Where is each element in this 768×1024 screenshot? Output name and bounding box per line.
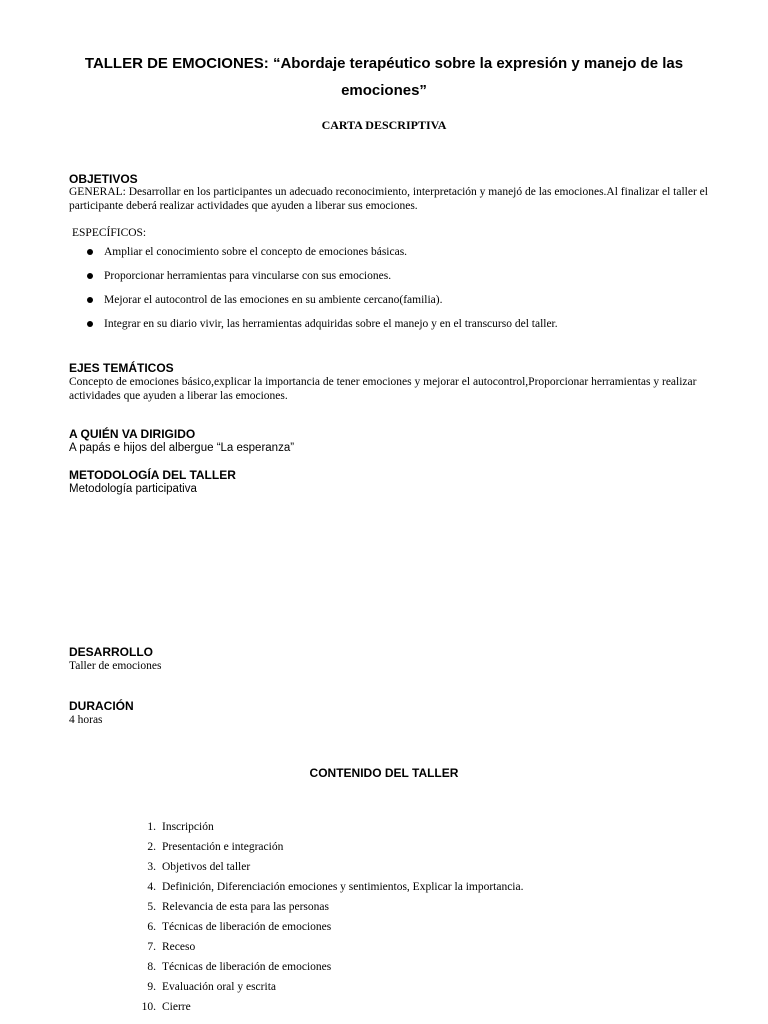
item-text: Técnicas de liberación de emociones <box>162 921 332 933</box>
bullet-icon <box>87 249 93 255</box>
item-number: 8. <box>147 961 156 973</box>
desarrollo-text: Taller de emociones <box>69 660 162 672</box>
list-item <box>134 959 524 979</box>
objetivos-heading: OBJETIVOS <box>69 172 138 186</box>
list-item <box>86 268 558 292</box>
contenido-heading: CONTENIDO DEL TALLER <box>309 766 459 780</box>
item-number: 2. <box>147 841 156 853</box>
list-item <box>134 899 524 919</box>
item-text: Cierre <box>162 1001 191 1013</box>
especificos-label: ESPECÍFICOS: <box>72 227 147 239</box>
list-item <box>134 919 524 939</box>
list-item <box>86 292 558 316</box>
list-item-text: Proporcionar herramientas para vincularse con sus emociones. <box>104 270 392 282</box>
item-text: Técnicas de liberación de emociones <box>162 961 332 973</box>
list-item <box>134 879 524 899</box>
objetivo-general: GENERAL: Desarrollar en los participantes un adecuado reconocimiento, interpretación y manejó de las emociones.Al finalizar el taller el participante deberá realizar actividades que ayuden a liberar sus emociones. <box>69 186 708 212</box>
item-text: Presentación e integración <box>162 841 284 853</box>
document-title: TALLER DE EMOCIONES: “Abordaje terapéutico sobre la expresión y manejo de las emociones” <box>84 55 684 99</box>
bullet-icon <box>87 273 93 279</box>
item-text: Definición, Diferenciación emociones y sentimientos, Explicar la importancia. <box>162 881 524 893</box>
item-number: 3. <box>147 861 156 873</box>
ejes-heading: EJES TEMÁTICOS <box>69 361 174 375</box>
list-item <box>86 244 558 268</box>
duracion-text: 4 horas <box>69 714 103 726</box>
item-text: Relevancia de esta para las personas <box>162 901 329 913</box>
item-number: 6. <box>147 921 156 933</box>
document-subtitle: CARTA DESCRIPTIVA <box>321 118 447 132</box>
item-number: 5. <box>147 901 156 913</box>
item-text: Objetivos del taller <box>162 861 251 873</box>
item-number: 4. <box>147 881 156 893</box>
list-item-text: Ampliar el conocimiento sobre el concepto de emociones básicas. <box>104 246 408 258</box>
dirigido-heading: A QUIÉN VA DIRIGIDO <box>69 427 196 441</box>
list-item <box>134 999 524 1019</box>
item-number: 1. <box>147 821 156 833</box>
item-number: 9. <box>147 981 156 993</box>
list-item <box>134 859 524 879</box>
item-text: Inscripción <box>162 821 214 833</box>
contenido-list <box>134 819 524 1019</box>
bullet-icon <box>87 321 93 327</box>
list-item-text: Mejorar el autocontrol de las emociones en su ambiente cercano(familia). <box>104 294 443 306</box>
especificos-list <box>86 244 558 340</box>
duracion-heading: DURACIÓN <box>69 699 134 713</box>
bullet-icon <box>87 297 93 303</box>
list-item <box>86 316 558 340</box>
item-number: 10. <box>141 1001 156 1013</box>
list-item <box>134 939 524 959</box>
metodologia-heading: METODOLOGÍA DEL TALLER <box>69 468 236 482</box>
list-item-text: Integrar en su diario vivir, las herramientas adquiridas sobre el manejo y en el transcurso del taller. <box>104 318 558 330</box>
ejes-text: Concepto de emociones básico,explicar la importancia de tener emociones y mejorar el autocontrol,Proporcionar herramientas y realizar actividades que ayuden a liberar las emociones. <box>69 376 697 402</box>
item-number: 7. <box>147 941 156 953</box>
list-item <box>134 839 524 859</box>
item-text: Receso <box>162 941 196 953</box>
metodologia-text: Metodología participativa <box>69 483 197 495</box>
desarrollo-heading: DESARROLLO <box>69 645 153 659</box>
dirigido-text: A papás e hijos del albergue “La esperanza” <box>69 442 295 454</box>
item-text: Evaluación oral y escrita <box>162 981 276 993</box>
list-item <box>134 819 524 839</box>
list-item <box>134 979 524 999</box>
